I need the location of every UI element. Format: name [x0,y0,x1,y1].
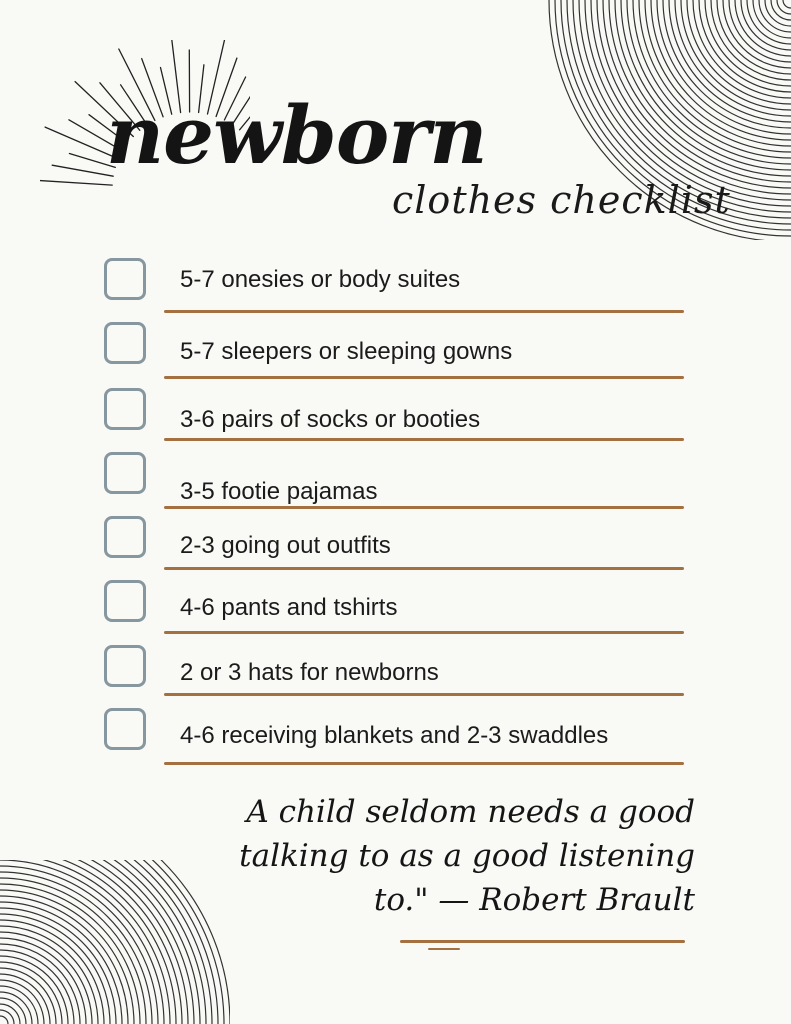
checklist-item-label: 4-6 pants and tshirts [180,594,398,621]
checkbox[interactable] [104,645,146,687]
arc-line [693,0,791,98]
arc-line [621,0,791,170]
quote-line: talking to as a good listening [239,838,695,874]
arc-line [609,0,791,182]
arc-line [777,0,791,14]
arc-line [651,0,791,140]
checkbox[interactable] [104,452,146,494]
checklist-item[interactable] [104,516,684,576]
checklist-item-label: 5-7 sleepers or sleeping gowns [180,338,513,365]
checklist-item-label: 2-3 going out outfits [180,532,391,559]
page-subtitle: clothes checklist [392,178,731,222]
checklist-item-label: 5-7 onesies or body suites [180,266,461,293]
checkbox[interactable] [104,580,146,622]
checkbox[interactable] [104,322,146,364]
arc-line [735,0,791,56]
sunburst-ray [52,165,113,176]
checkbox[interactable] [104,388,146,430]
quote-underline [400,940,685,943]
underline-rule [164,376,684,379]
underline-rule [164,762,684,765]
checklist-item[interactable] [104,258,684,318]
arc-line [633,0,791,158]
underline-rule [164,506,684,509]
arc-line [0,860,200,1024]
checklist-item[interactable] [104,388,684,448]
underline-rule [164,310,684,313]
checklist-item[interactable] [104,645,684,705]
checklist-item-label: 3-5 footie pajamas [180,478,378,505]
arc-line [0,1010,14,1024]
underline-rule [164,693,684,696]
quote [215,790,695,922]
arc-line [0,884,140,1024]
checklist-item-label: 4-6 receiving blankets and 2-3 swaddles [180,722,609,749]
sunburst-ray [40,180,112,185]
arc-line [0,860,224,1024]
arc-line [597,0,791,194]
checklist-item-label: 3-6 pairs of socks or booties [180,406,481,433]
checklist-item[interactable] [104,452,684,512]
checklist-item-label: 2 or 3 hats for newborns [180,659,439,686]
arc-lines-decoration-bottom-left [0,860,230,1024]
checkbox[interactable] [104,258,146,300]
underline-rule [164,631,684,634]
quote-line: A child seldom needs a good [246,794,695,830]
checkbox[interactable] [104,516,146,558]
arc-line [0,866,158,1024]
checklist-item[interactable] [104,580,684,640]
arc-line [681,0,791,110]
arc-line [0,926,98,1024]
arc-line [0,914,110,1024]
checkbox[interactable] [104,708,146,750]
underline-rule [164,438,684,441]
quote-line: to." — Robert Brault [373,882,695,918]
arc-line [0,1016,8,1024]
arc-line [0,860,218,1024]
underline-rule [164,567,684,570]
arc-line [0,968,56,1024]
page-title: newborn [106,88,487,182]
checklist-item[interactable] [104,322,684,382]
quote-underline-accent [428,948,460,950]
arc-line [783,0,791,8]
checklist-item[interactable] [104,708,684,768]
